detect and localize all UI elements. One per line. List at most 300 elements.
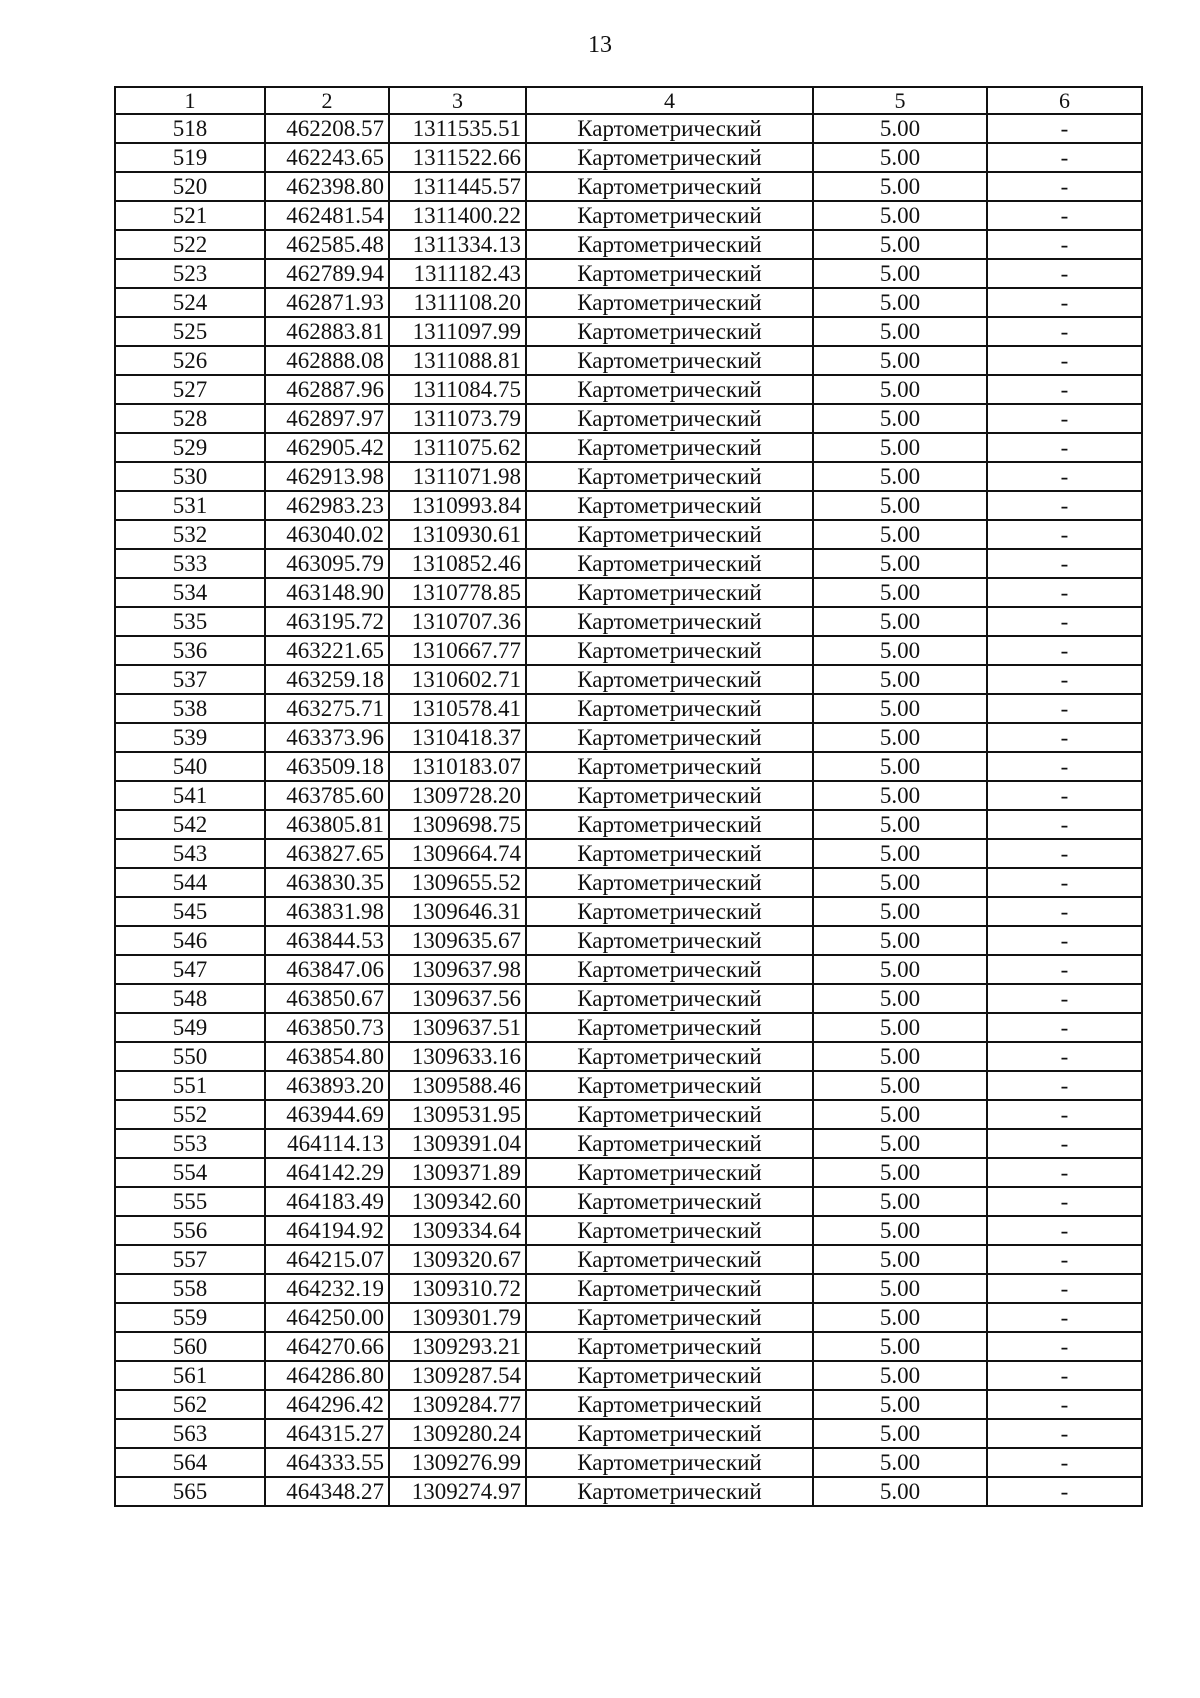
table-row [115, 1419, 1142, 1448]
coordinates-table [114, 86, 1143, 1507]
point-number-cell: 526 [115, 346, 265, 375]
table-row [115, 868, 1142, 897]
point-number-cell: 530 [115, 462, 265, 491]
column-header-6: 6 [987, 87, 1142, 114]
description-cell: - [987, 1187, 1142, 1216]
point-number-cell: 522 [115, 230, 265, 259]
column-header-3: 3 [389, 87, 526, 114]
y-coordinate-cell: 1310707.36 [389, 607, 526, 636]
point-number-cell: 547 [115, 955, 265, 984]
table-row [115, 1187, 1142, 1216]
description-cell: - [987, 172, 1142, 201]
description-cell: - [987, 230, 1142, 259]
description-cell: - [987, 1274, 1142, 1303]
point-number-cell: 540 [115, 752, 265, 781]
method-cell: Картометрический [526, 578, 813, 607]
y-coordinate-cell: 1309664.74 [389, 839, 526, 868]
accuracy-cell: 5.00 [813, 346, 987, 375]
x-coordinate-cell: 464250.00 [265, 1303, 389, 1332]
x-coordinate-cell: 462913.98 [265, 462, 389, 491]
table-row [115, 1361, 1142, 1390]
x-coordinate-cell: 464315.27 [265, 1419, 389, 1448]
point-number-cell: 535 [115, 607, 265, 636]
table-row [115, 375, 1142, 404]
method-cell: Картометрический [526, 1448, 813, 1477]
method-cell: Картометрический [526, 665, 813, 694]
accuracy-cell: 5.00 [813, 1013, 987, 1042]
column-header-1: 1 [115, 87, 265, 114]
x-coordinate-cell: 463844.53 [265, 926, 389, 955]
x-coordinate-cell: 463221.65 [265, 636, 389, 665]
accuracy-cell: 5.00 [813, 375, 987, 404]
point-number-cell: 558 [115, 1274, 265, 1303]
accuracy-cell: 5.00 [813, 259, 987, 288]
accuracy-cell: 5.00 [813, 462, 987, 491]
method-cell: Картометрический [526, 288, 813, 317]
method-cell: Картометрический [526, 201, 813, 230]
x-coordinate-cell: 463830.35 [265, 868, 389, 897]
point-number-cell: 528 [115, 404, 265, 433]
table-row [115, 404, 1142, 433]
point-number-cell: 550 [115, 1042, 265, 1071]
method-cell: Картометрический [526, 1158, 813, 1187]
x-coordinate-cell: 463148.90 [265, 578, 389, 607]
x-coordinate-cell: 462871.93 [265, 288, 389, 317]
method-cell: Картометрический [526, 984, 813, 1013]
method-cell: Картометрический [526, 1187, 813, 1216]
y-coordinate-cell: 1309334.64 [389, 1216, 526, 1245]
description-cell: - [987, 926, 1142, 955]
description-cell: - [987, 1477, 1142, 1506]
accuracy-cell: 5.00 [813, 1303, 987, 1332]
x-coordinate-cell: 462888.08 [265, 346, 389, 375]
y-coordinate-cell: 1311071.98 [389, 462, 526, 491]
y-coordinate-cell: 1309588.46 [389, 1071, 526, 1100]
point-number-cell: 533 [115, 549, 265, 578]
table-row [115, 955, 1142, 984]
column-header-5: 5 [813, 87, 987, 114]
accuracy-cell: 5.00 [813, 1332, 987, 1361]
table-row [115, 926, 1142, 955]
point-number-cell: 518 [115, 114, 265, 143]
accuracy-cell: 5.00 [813, 607, 987, 636]
table-row [115, 984, 1142, 1013]
x-coordinate-cell: 463275.71 [265, 694, 389, 723]
table-row [115, 1390, 1142, 1419]
accuracy-cell: 5.00 [813, 201, 987, 230]
y-coordinate-cell: 1311084.75 [389, 375, 526, 404]
accuracy-cell: 5.00 [813, 955, 987, 984]
method-cell: Картометрический [526, 1274, 813, 1303]
table-row [115, 114, 1142, 143]
accuracy-cell: 5.00 [813, 984, 987, 1013]
x-coordinate-cell: 463040.02 [265, 520, 389, 549]
x-coordinate-cell: 462243.65 [265, 143, 389, 172]
table-row [115, 1332, 1142, 1361]
description-cell: - [987, 1419, 1142, 1448]
accuracy-cell: 5.00 [813, 1100, 987, 1129]
method-cell: Картометрический [526, 636, 813, 665]
description-cell: - [987, 1100, 1142, 1129]
method-cell: Картометрический [526, 839, 813, 868]
table-row [115, 230, 1142, 259]
method-cell: Картометрический [526, 491, 813, 520]
table-row [115, 723, 1142, 752]
method-cell: Картометрический [526, 433, 813, 462]
y-coordinate-cell: 1310667.77 [389, 636, 526, 665]
point-number-cell: 541 [115, 781, 265, 810]
table-row [115, 462, 1142, 491]
description-cell: - [987, 955, 1142, 984]
y-coordinate-cell: 1310852.46 [389, 549, 526, 578]
description-cell: - [987, 607, 1142, 636]
y-coordinate-cell: 1311334.13 [389, 230, 526, 259]
point-number-cell: 527 [115, 375, 265, 404]
y-coordinate-cell: 1311097.99 [389, 317, 526, 346]
method-cell: Картометрический [526, 1129, 813, 1158]
table-body [115, 87, 1142, 1506]
method-cell: Картометрический [526, 114, 813, 143]
description-cell: - [987, 1071, 1142, 1100]
x-coordinate-cell: 462905.42 [265, 433, 389, 462]
table-row [115, 897, 1142, 926]
y-coordinate-cell: 1311108.20 [389, 288, 526, 317]
description-cell: - [987, 491, 1142, 520]
method-cell: Картометрический [526, 346, 813, 375]
accuracy-cell: 5.00 [813, 1390, 987, 1419]
method-cell: Картометрический [526, 143, 813, 172]
x-coordinate-cell: 462585.48 [265, 230, 389, 259]
description-cell: - [987, 752, 1142, 781]
x-coordinate-cell: 463893.20 [265, 1071, 389, 1100]
accuracy-cell: 5.00 [813, 317, 987, 346]
table-row [115, 520, 1142, 549]
point-number-cell: 563 [115, 1419, 265, 1448]
description-cell: - [987, 549, 1142, 578]
x-coordinate-cell: 463827.65 [265, 839, 389, 868]
description-cell: - [987, 1448, 1142, 1477]
table-row [115, 549, 1142, 578]
point-number-cell: 534 [115, 578, 265, 607]
method-cell: Картометрический [526, 1332, 813, 1361]
accuracy-cell: 5.00 [813, 1216, 987, 1245]
y-coordinate-cell: 1309531.95 [389, 1100, 526, 1129]
y-coordinate-cell: 1309342.60 [389, 1187, 526, 1216]
accuracy-cell: 5.00 [813, 1477, 987, 1506]
description-cell: - [987, 433, 1142, 462]
x-coordinate-cell: 464142.29 [265, 1158, 389, 1187]
point-number-cell: 519 [115, 143, 265, 172]
y-coordinate-cell: 1310930.61 [389, 520, 526, 549]
x-coordinate-cell: 462887.96 [265, 375, 389, 404]
point-number-cell: 524 [115, 288, 265, 317]
x-coordinate-cell: 464270.66 [265, 1332, 389, 1361]
point-number-cell: 553 [115, 1129, 265, 1158]
table-row [115, 1100, 1142, 1129]
accuracy-cell: 5.00 [813, 752, 987, 781]
method-cell: Картометрический [526, 1361, 813, 1390]
table-row [115, 1071, 1142, 1100]
description-cell: - [987, 1013, 1142, 1042]
y-coordinate-cell: 1311535.51 [389, 114, 526, 143]
method-cell: Картометрический [526, 897, 813, 926]
y-coordinate-cell: 1309637.56 [389, 984, 526, 1013]
y-coordinate-cell: 1310578.41 [389, 694, 526, 723]
y-coordinate-cell: 1309371.89 [389, 1158, 526, 1187]
table-row [115, 1216, 1142, 1245]
x-coordinate-cell: 462897.97 [265, 404, 389, 433]
y-coordinate-cell: 1309320.67 [389, 1245, 526, 1274]
table-row [115, 781, 1142, 810]
x-coordinate-cell: 462208.57 [265, 114, 389, 143]
description-cell: - [987, 259, 1142, 288]
table-row [115, 1477, 1142, 1506]
table-row [115, 1158, 1142, 1187]
y-coordinate-cell: 1309698.75 [389, 810, 526, 839]
x-coordinate-cell: 464333.55 [265, 1448, 389, 1477]
description-cell: - [987, 1332, 1142, 1361]
method-cell: Картометрический [526, 1013, 813, 1042]
description-cell: - [987, 404, 1142, 433]
method-cell: Картометрический [526, 1216, 813, 1245]
x-coordinate-cell: 463850.67 [265, 984, 389, 1013]
point-number-cell: 562 [115, 1390, 265, 1419]
method-cell: Картометрический [526, 1042, 813, 1071]
accuracy-cell: 5.00 [813, 1419, 987, 1448]
y-coordinate-cell: 1309655.52 [389, 868, 526, 897]
y-coordinate-cell: 1310778.85 [389, 578, 526, 607]
method-cell: Картометрический [526, 1100, 813, 1129]
accuracy-cell: 5.00 [813, 114, 987, 143]
point-number-cell: 561 [115, 1361, 265, 1390]
table-header-row [115, 87, 1142, 114]
accuracy-cell: 5.00 [813, 636, 987, 665]
y-coordinate-cell: 1311182.43 [389, 259, 526, 288]
x-coordinate-cell: 464232.19 [265, 1274, 389, 1303]
accuracy-cell: 5.00 [813, 723, 987, 752]
method-cell: Картометрический [526, 1071, 813, 1100]
table-row [115, 317, 1142, 346]
point-number-cell: 523 [115, 259, 265, 288]
accuracy-cell: 5.00 [813, 781, 987, 810]
accuracy-cell: 5.00 [813, 1071, 987, 1100]
point-number-cell: 532 [115, 520, 265, 549]
accuracy-cell: 5.00 [813, 404, 987, 433]
x-coordinate-cell: 462883.81 [265, 317, 389, 346]
point-number-cell: 556 [115, 1216, 265, 1245]
table-row [115, 491, 1142, 520]
y-coordinate-cell: 1309637.51 [389, 1013, 526, 1042]
y-coordinate-cell: 1309284.77 [389, 1390, 526, 1419]
y-coordinate-cell: 1309728.20 [389, 781, 526, 810]
x-coordinate-cell: 463854.80 [265, 1042, 389, 1071]
point-number-cell: 565 [115, 1477, 265, 1506]
description-cell: - [987, 1245, 1142, 1274]
description-cell: - [987, 694, 1142, 723]
y-coordinate-cell: 1309276.99 [389, 1448, 526, 1477]
table-row [115, 636, 1142, 665]
y-coordinate-cell: 1309646.31 [389, 897, 526, 926]
x-coordinate-cell: 462481.54 [265, 201, 389, 230]
method-cell: Картометрический [526, 868, 813, 897]
point-number-cell: 520 [115, 172, 265, 201]
y-coordinate-cell: 1309301.79 [389, 1303, 526, 1332]
table-row [115, 1042, 1142, 1071]
x-coordinate-cell: 463831.98 [265, 897, 389, 926]
y-coordinate-cell: 1311400.22 [389, 201, 526, 230]
x-coordinate-cell: 464114.13 [265, 1129, 389, 1158]
point-number-cell: 537 [115, 665, 265, 694]
method-cell: Картометрический [526, 549, 813, 578]
accuracy-cell: 5.00 [813, 172, 987, 201]
y-coordinate-cell: 1309633.16 [389, 1042, 526, 1071]
accuracy-cell: 5.00 [813, 491, 987, 520]
y-coordinate-cell: 1309391.04 [389, 1129, 526, 1158]
table-row [115, 1303, 1142, 1332]
point-number-cell: 551 [115, 1071, 265, 1100]
point-number-cell: 555 [115, 1187, 265, 1216]
accuracy-cell: 5.00 [813, 1448, 987, 1477]
table-row [115, 694, 1142, 723]
description-cell: - [987, 143, 1142, 172]
point-number-cell: 564 [115, 1448, 265, 1477]
x-coordinate-cell: 464348.27 [265, 1477, 389, 1506]
method-cell: Картометрический [526, 926, 813, 955]
method-cell: Картометрический [526, 1303, 813, 1332]
x-coordinate-cell: 463847.06 [265, 955, 389, 984]
accuracy-cell: 5.00 [813, 433, 987, 462]
y-coordinate-cell: 1311075.62 [389, 433, 526, 462]
point-number-cell: 559 [115, 1303, 265, 1332]
table-row [115, 810, 1142, 839]
y-coordinate-cell: 1309635.67 [389, 926, 526, 955]
method-cell: Картометрический [526, 752, 813, 781]
y-coordinate-cell: 1309287.54 [389, 1361, 526, 1390]
accuracy-cell: 5.00 [813, 810, 987, 839]
point-number-cell: 545 [115, 897, 265, 926]
x-coordinate-cell: 463785.60 [265, 781, 389, 810]
method-cell: Картометрический [526, 694, 813, 723]
description-cell: - [987, 1216, 1142, 1245]
table-row [115, 839, 1142, 868]
x-coordinate-cell: 462983.23 [265, 491, 389, 520]
y-coordinate-cell: 1309637.98 [389, 955, 526, 984]
table-row [115, 1274, 1142, 1303]
x-coordinate-cell: 462789.94 [265, 259, 389, 288]
description-cell: - [987, 868, 1142, 897]
x-coordinate-cell: 464215.07 [265, 1245, 389, 1274]
accuracy-cell: 5.00 [813, 1187, 987, 1216]
x-coordinate-cell: 463805.81 [265, 810, 389, 839]
accuracy-cell: 5.00 [813, 230, 987, 259]
y-coordinate-cell: 1311088.81 [389, 346, 526, 375]
table-row [115, 172, 1142, 201]
method-cell: Картометрический [526, 230, 813, 259]
accuracy-cell: 5.00 [813, 143, 987, 172]
y-coordinate-cell: 1310418.37 [389, 723, 526, 752]
x-coordinate-cell: 463195.72 [265, 607, 389, 636]
accuracy-cell: 5.00 [813, 1361, 987, 1390]
table-row [115, 288, 1142, 317]
point-number-cell: 549 [115, 1013, 265, 1042]
column-header-2: 2 [265, 87, 389, 114]
description-cell: - [987, 984, 1142, 1013]
table-row [115, 665, 1142, 694]
y-coordinate-cell: 1309280.24 [389, 1419, 526, 1448]
method-cell: Картометрический [526, 1390, 813, 1419]
accuracy-cell: 5.00 [813, 1042, 987, 1071]
x-coordinate-cell: 463944.69 [265, 1100, 389, 1129]
y-coordinate-cell: 1311445.57 [389, 172, 526, 201]
description-cell: - [987, 1361, 1142, 1390]
x-coordinate-cell: 464296.42 [265, 1390, 389, 1419]
method-cell: Картометрический [526, 172, 813, 201]
method-cell: Картометрический [526, 1477, 813, 1506]
x-coordinate-cell: 462398.80 [265, 172, 389, 201]
description-cell: - [987, 114, 1142, 143]
description-cell: - [987, 1129, 1142, 1158]
x-coordinate-cell: 464286.80 [265, 1361, 389, 1390]
method-cell: Картометрический [526, 1245, 813, 1274]
description-cell: - [987, 810, 1142, 839]
description-cell: - [987, 781, 1142, 810]
method-cell: Картометрический [526, 462, 813, 491]
accuracy-cell: 5.00 [813, 520, 987, 549]
description-cell: - [987, 288, 1142, 317]
method-cell: Картометрический [526, 259, 813, 288]
description-cell: - [987, 636, 1142, 665]
point-number-cell: 529 [115, 433, 265, 462]
method-cell: Картометрический [526, 317, 813, 346]
description-cell: - [987, 317, 1142, 346]
point-number-cell: 560 [115, 1332, 265, 1361]
y-coordinate-cell: 1309274.97 [389, 1477, 526, 1506]
table-row [115, 201, 1142, 230]
accuracy-cell: 5.00 [813, 868, 987, 897]
method-cell: Картометрический [526, 607, 813, 636]
method-cell: Картометрический [526, 781, 813, 810]
y-coordinate-cell: 1310602.71 [389, 665, 526, 694]
accuracy-cell: 5.00 [813, 1129, 987, 1158]
x-coordinate-cell: 463259.18 [265, 665, 389, 694]
description-cell: - [987, 665, 1142, 694]
description-cell: - [987, 723, 1142, 752]
description-cell: - [987, 897, 1142, 926]
point-number-cell: 539 [115, 723, 265, 752]
point-number-cell: 525 [115, 317, 265, 346]
accuracy-cell: 5.00 [813, 1158, 987, 1187]
table-row [115, 1245, 1142, 1274]
accuracy-cell: 5.00 [813, 1274, 987, 1303]
point-number-cell: 536 [115, 636, 265, 665]
table-row [115, 259, 1142, 288]
point-number-cell: 538 [115, 694, 265, 723]
description-cell: - [987, 201, 1142, 230]
point-number-cell: 546 [115, 926, 265, 955]
point-number-cell: 548 [115, 984, 265, 1013]
point-number-cell: 557 [115, 1245, 265, 1274]
point-number-cell: 531 [115, 491, 265, 520]
method-cell: Картометрический [526, 955, 813, 984]
description-cell: - [987, 375, 1142, 404]
table-row [115, 433, 1142, 462]
y-coordinate-cell: 1310183.07 [389, 752, 526, 781]
point-number-cell: 543 [115, 839, 265, 868]
point-number-cell: 544 [115, 868, 265, 897]
x-coordinate-cell: 464194.92 [265, 1216, 389, 1245]
accuracy-cell: 5.00 [813, 665, 987, 694]
y-coordinate-cell: 1309293.21 [389, 1332, 526, 1361]
